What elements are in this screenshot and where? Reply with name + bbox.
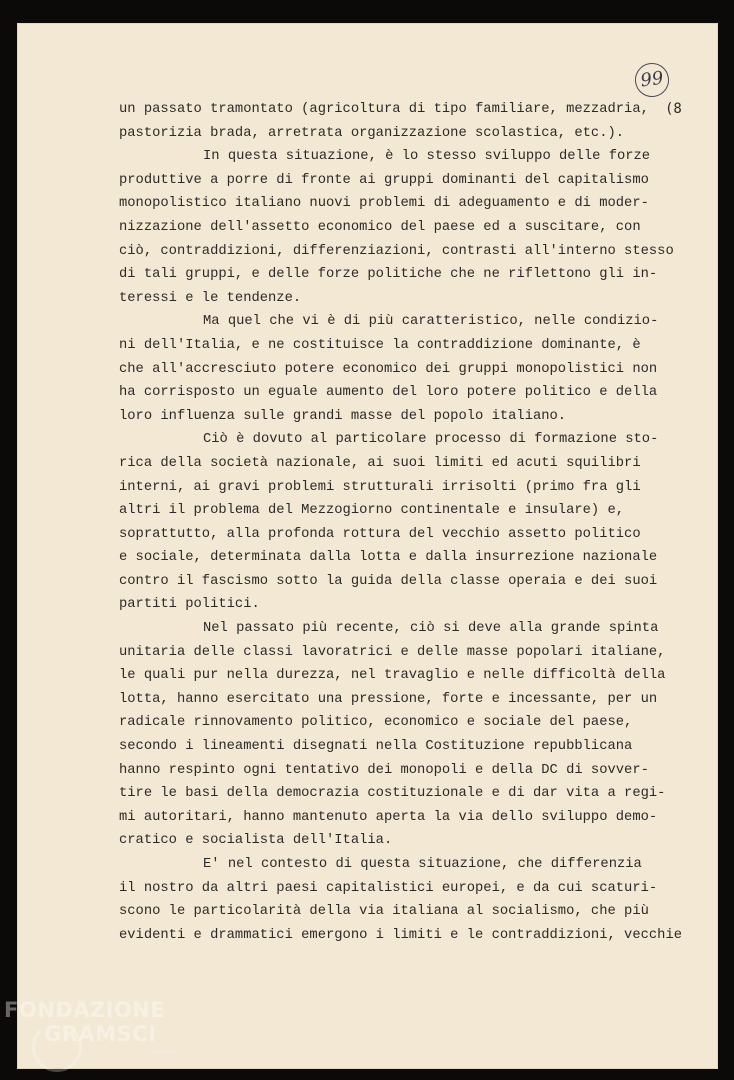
text-line: tire le basi della democrazia costituzionale e di dar vita a regi- [119,786,666,802]
text-line: un passato tramontato (agricoltura di tipo familiare, mezzadria, [119,102,649,117]
text-line: Ciò è dovuto al particolare processo di formazione sto- [203,432,659,448]
text-line: altri il problema del Mezzogiorno continentale e insulare) e, [119,503,625,519]
text-line: produttive a porre di fronte ai gruppi dominanti del capitalismo [119,172,649,188]
text-line: pastorizia brada, arretrata organizzazione scolastica, etc.). [119,125,625,141]
watermark-line3: onlus [152,1048,177,1058]
text-line: radicale rinnovamento politico, economico e sociale del paese, [119,715,633,731]
text-line: loro influenza sulle grandi masse del popolo italiano. [119,408,567,424]
text-line: partiti politici. [119,597,260,613]
watermark-line2: GRAMSCI [44,1022,157,1046]
folio-stamp: 99 [633,61,671,99]
text-line: il nostro da altri paesi capitalistici europei, e da cui scaturi- [119,880,658,896]
text-line: Nel passato più recente, ciò si deve alla grande spinta [203,621,659,637]
text-line: soprattutto, alla profonda rottura del vecchio assetto politico [119,526,641,542]
text-line: hanno respinto ogni tentativo dei monopoli e della DC di sovver- [119,762,649,778]
text-line: ciò, contraddizioni, differenziazioni, contrasti all'interno stesso [119,243,674,259]
document-body [119,98,699,947]
text-line: di tali gruppi, e delle forze politiche che ne riflettono gli in- [119,267,658,283]
text-line: e sociale, determinata dalla lotta e dalla insurrezione nazionale [119,550,658,566]
text-line: rica della società nazionale, ai suoi limiti ed acuti squilibri [119,455,641,471]
watermark-logo [4,998,177,1058]
text-line: contro il fascismo sotto la guida della classe operaia e dei suoi [119,573,658,589]
text-line: lotta, hanno esercitato una pressione, forte e incessante, per un [119,691,658,707]
text-line: teressi e le tendenze. [119,290,302,306]
watermark-line1: FONDAZIONE [4,998,166,1022]
text-line: monopolistico italiano nuovi problemi di adeguamento e di moder- [119,196,649,212]
text-line: interni, ai gravi problemi strutturali irrisolti (primo fra gli [119,479,641,495]
text-line: nizzazione dell'assetto economico del paese ed a suscitare, con [119,219,641,235]
text-line: unitaria delle classi lavoratrici e delle masse popolari italiane, [119,644,666,660]
text-line: In questa situazione, è lo stesso sviluppo delle forze [203,149,651,165]
text-line: secondo i lineamenti disegnati nella Costituzione repubblicana [119,739,633,755]
text-line: mi autoritari, hanno mantenuto aperta la via dello sviluppo demo- [119,809,658,825]
logo-ring-icon [32,1022,82,1072]
text-line: ni dell'Italia, e ne costituisce la contraddizione dominante, è [119,337,641,353]
text-line: scono le particolarità della via italiana al socialismo, che più [119,904,649,920]
text-line: che all'accresciuto potere economico dei gruppi monopolistici non [119,361,658,377]
text-line: le quali pur nella durezza, nel travaglio e nelle difficoltà della [119,668,666,684]
page-number: (8 [665,101,682,117]
text-line: evidenti e drammatici emergono i limiti e le contraddizioni, vecchie [119,927,683,943]
text-line: E' nel contesto di questa situazione, che differenzia [203,857,642,872]
text-line: Ma quel che vi è di più caratteristico, nelle condizio- [203,314,659,330]
text-line: ha corrisposto un eguale aumento del loro potere politico e della [119,385,658,401]
text-line: cratico e socialista dell'Italia. [119,833,393,849]
